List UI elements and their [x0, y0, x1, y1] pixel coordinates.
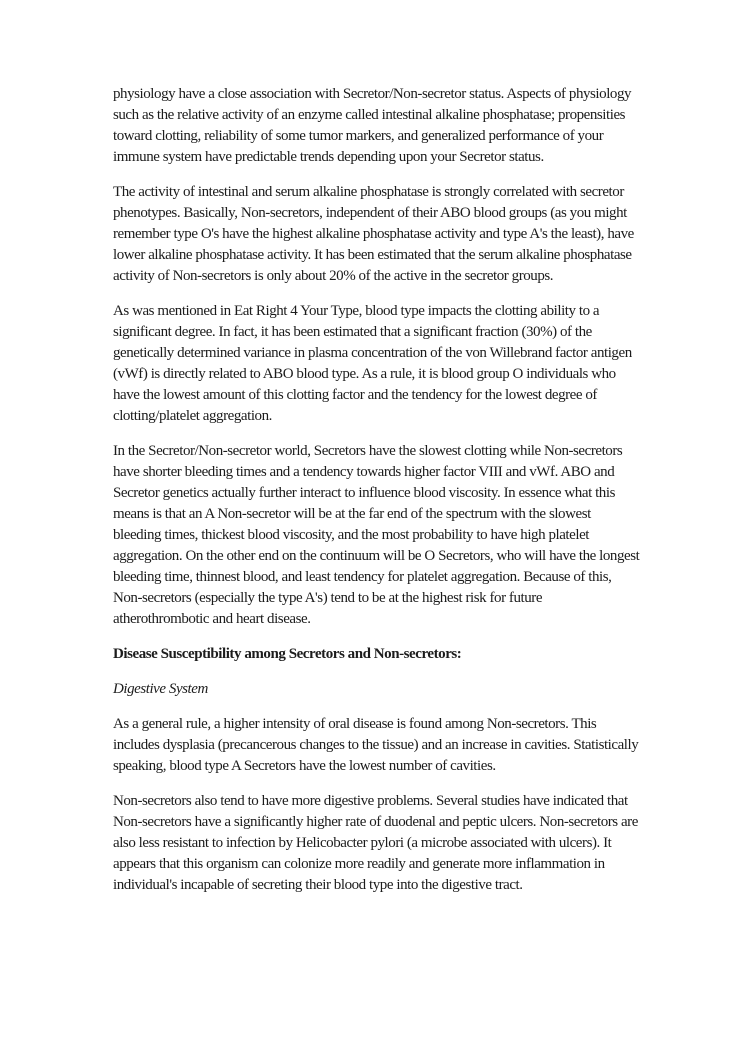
paragraph-secretor-status-association: physiology have a close association with Secretor/Non-secretor status. Aspects of physiology such as the relative activity of an enzyme called intestinal alkaline phosphatase; propensities toward clotting, reliability of some tumor markers, and generalized performance of your immune system have predictable trends depending upon your Secretor status.	[113, 86, 632, 165]
paragraph-oral-disease: As a general rule, a higher intensity of oral disease is found among Non-secretors. This includes dysplasia (precancerous changes to the tissue) and an increase in cavities. Statistically speaking, blood type A Secretors have the lowest number of cavities.	[113, 716, 639, 774]
section-heading-disease-susceptibility: Disease Susceptibility among Secretors and Non-secretors:	[113, 646, 462, 662]
paragraph-clotting-ability: As was mentioned in Eat Right 4 Your Type, blood type impacts the clotting ability to a significant degree. In fact, it has been estimated that a significant fraction (30%) of the genetically determined variance in plasma concentration of the von Willebrand factor antigen (vWf) is directly related to ABO blood type. As a rule, it is blood group O individuals who have the lowest amount of this clotting factor and the tendency for the lowest degree of clotting/platelet aggregation.	[113, 303, 632, 424]
paragraph-bleeding-times-viscosity: In the Secretor/Non-secretor world, Secretors have the slowest clotting while Non-secretors have shorter bleeding times and a tendency towards higher factor VIII and vWf. ABO and Secretor genetics actually further interact to influence blood viscosity. In essence what this means is that an A Non-secretor will be at the far end of the spectrum with the slowest bleeding times, thickest blood viscosity, and the most probability to have high platelet aggregation. On the other end on the continuum will be O Secretors, who will have the longest bleeding time, thinnest blood, and least tendency for platelet aggregation. Because of this, Non-secretors (especially the type A's) tend to be at the highest risk for future atherothrombotic and heart disease.	[113, 443, 640, 627]
paragraph-digestive-problems: Non-secretors also tend to have more digestive problems. Several studies have indicated that Non-secretors have a significantly higher rate of duodenal and peptic ulcers. Non-secretors are also less resistant to infection by Helicobacter pylori (a microbe associated with ulcers). It appears that this organism can colonize more readily and generate more inflammation in individual's incapable of secreting their blood type into the digestive tract.	[113, 793, 638, 893]
paragraph-alkaline-phosphatase: The activity of intestinal and serum alkaline phosphatase is strongly correlated with secretor phenotypes. Basically, Non-secretors, independent of their ABO blood groups (as you might remember type O's have the highest alkaline phosphatase activity and type A's the least), have lower alkaline phosphatase activity. It has been estimated that the serum alkaline phosphatase activity of Non-secretors is only about 20% of the active in the secretor groups.	[113, 184, 634, 284]
text-column	[113, 84, 640, 910]
subsection-heading-digestive-system: Digestive System	[113, 681, 208, 697]
